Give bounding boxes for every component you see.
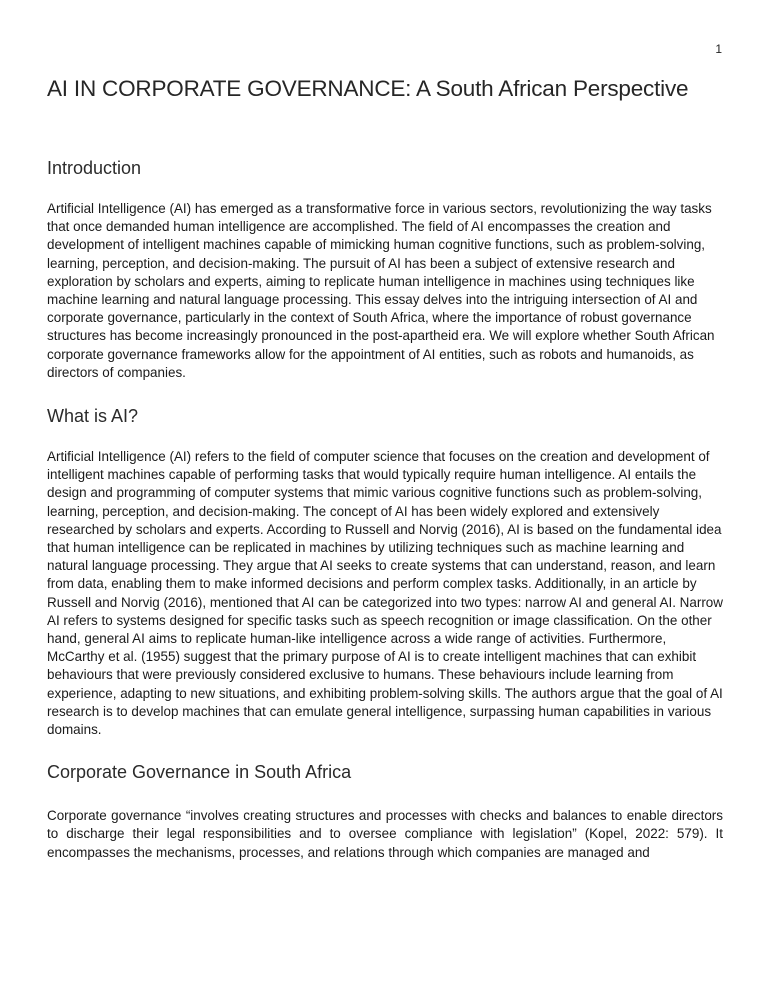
section-heading-introduction: Introduction — [47, 158, 142, 178]
paragraph-what-is-ai: Artificial Intelligence (AI) refers to the field of computer science that focuses on the creation and development of intelligent machines capable of performing tasks that would typically require human intelligence. AI entails the design and programming of computer systems that mimic various cognitive functions such as problem-solving, learning, perception, and decision-making. The concept of AI has been widely explored and extensively researched by scholars and experts. According to Russell and Norvig (2016), AI is based on the fundamental idea that human intelligence can be replicated in machines by utilizing techniques such as machine learning and natural language processing. They argue that AI seeks to create systems that can understand, reason, and learn from data, enabling them to make informed decisions and perform complex tasks. Additionally, in an article by Russell and Norvig (2016), mentioned that AI can be categorized into two types: narrow AI and general AI. Narrow AI refers to systems designed for specific tasks such as speech recognition or image classification. On the other hand, general AI aims to replicate human-like intelligence across a wide range of activities. Furthermore, McCarthy et al. (1955) suggest that the primary purpose of AI is to create intelligent machines that can exhibit behaviours that were previously considered exclusive to humans. These behaviours include learning from experience, adapting to new situations, and exhibiting problem-solving skills. The authors argue that the goal of AI research is to develop machines that can emulate general intelligence, surpassing human capabilities in various domains. — [47, 449, 723, 738]
section-heading-corporate-governance: Corporate Governance in South Africa — [47, 762, 352, 783]
paragraph-corporate-governance: Corporate governance “involves creating structures and processes with checks and balances to enable directors to discharge their legal responsibilities and to oversee compliance with legislation” (Kopel, 2022: 579). It encompasses the mechanisms, processes, and relations through which companies are managed and — [47, 808, 723, 860]
document-body — [47, 74, 723, 862]
page-number: 1 — [715, 42, 722, 56]
document-title: AI IN CORPORATE GOVERNANCE: A South African Perspective — [47, 76, 689, 101]
section-heading-what-is-ai: What is AI? — [47, 406, 139, 427]
paragraph-introduction: Artificial Intelligence (AI) has emerged as a transformative force in various sectors, revolutionizing the way tasks that once demanded human intelligence are accomplished. The field of AI encompasses the creation and development of intelligent machines capable of mimicking human cognitive functions, such as problem-solving, learning, perception, and decision-making. The pursuit of AI has been a subject of extensive research and exploration by scholars and experts, aiming to replicate human intelligence in machines using techniques like machine learning and natural language processing. This essay delves into the intriguing intersection of AI and corporate governance, particularly in the context of South Africa, where the importance of robust governance structures has become increasingly pronounced in the post-apartheid era. We will explore whether South African corporate governance frameworks allow for the appointment of AI entities, such as robots and humanoids, as directors of companies. — [47, 201, 715, 380]
